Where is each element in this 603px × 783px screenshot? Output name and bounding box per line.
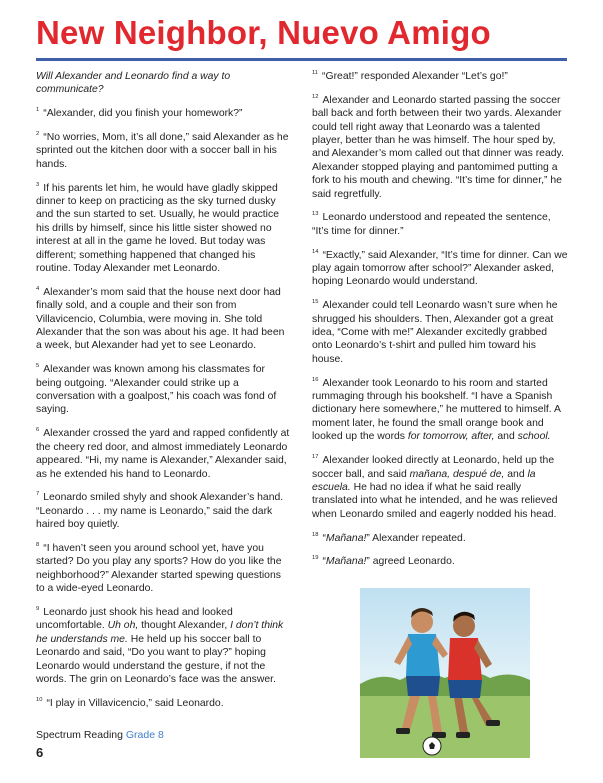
- paragraph-11: [312, 70, 568, 83]
- paragraph-text: Alexander looked directly at Leonardo, held up the soccer ball, and said: [312, 455, 555, 480]
- paragraph-text: He had no idea if what he said really translated into what he intended, and he was relieved when Leonardo smiled and eagerly nodded his head.: [312, 481, 558, 520]
- paragraph-number: 9: [36, 605, 40, 612]
- paragraph-text: “I haven’t seen you around school yet, have you started? Do you play any sports? How do you like the neighborhood?” Alexander started spewing questions to a wide-eyed Leonardo.: [36, 542, 282, 595]
- paragraph-text: “Exactly,” said Alexander, “It’s time for dinner. Can we play again tomorrow after school?” Alexander asked, hoping Leonardo would understand.: [312, 249, 568, 288]
- paragraph-text: Alexander was known among his classmates for being outgoing. “Alexander could strike up a conversation with a goalpost,” his coach was fond of saying.: [36, 364, 277, 416]
- right-column: [312, 70, 568, 579]
- paragraph-10: [36, 697, 292, 710]
- paragraph-18: [312, 532, 568, 545]
- paragraph-19: [312, 555, 568, 568]
- grade-label: Grade 8: [125, 729, 164, 741]
- paragraph-5: [36, 363, 292, 417]
- book-title: Spectrum Reading: [36, 729, 123, 741]
- italic-thought: Uh oh,: [107, 620, 139, 632]
- paragraph-text: “: [322, 556, 326, 568]
- paragraph-3: [36, 182, 292, 276]
- paragraph-text: “I play in Villavicencio,” said Leonardo.: [46, 697, 224, 709]
- italic-thought: I don’t think he understands me.: [36, 620, 284, 645]
- title-divider: [36, 58, 567, 61]
- paragraph-text: “: [322, 532, 326, 544]
- spanish-words: la escuela.: [312, 468, 536, 493]
- page-title: New Neighbor, Nuevo Amigo: [36, 14, 491, 51]
- paragraph-number: 17: [312, 454, 319, 461]
- paragraph-number: 4: [36, 285, 40, 292]
- paragraph-text: “Alexander, did you finish your homework?”: [43, 108, 243, 120]
- paragraph-number: 6: [36, 427, 40, 434]
- spanish-words: Mañana!: [325, 532, 367, 544]
- soccer-illustration: [360, 588, 530, 758]
- paragraph-text: and: [504, 468, 528, 480]
- paragraph-text: Alexander’s mom said that the house next door had finally sold, and a couple and their son from Villavicencio, Columbia, were moving in. She told Alexander that the son was about his age. It had been a week, but Alexander had yet to see Leonardo.: [36, 286, 285, 352]
- paragraph-text: Alexander took Leonardo to his room and started rummaging through his bookshelf. “I have a Spanish dictionary here somewhere,” he muttered to himself. A moment later, he found the small orange book and looked up the words: [312, 377, 561, 443]
- paragraph-1: [36, 107, 292, 120]
- paragraph-16: [312, 377, 568, 444]
- paragraph-text: “No worries, Mom, it’s all done,” said Alexander as he sprinted out the kitchen door with a soccer ball in his hands.: [36, 132, 289, 170]
- paragraph-4: [36, 286, 292, 353]
- paragraph-number: 12: [312, 93, 319, 100]
- paragraph-12: [312, 94, 568, 201]
- paragraph-number: 3: [36, 181, 40, 188]
- paragraph-number: 5: [36, 363, 40, 370]
- paragraph-number: 13: [312, 211, 319, 218]
- paragraph-number: 11: [312, 70, 319, 76]
- paragraph-number: 15: [312, 299, 319, 306]
- footer: [36, 729, 164, 742]
- paragraph-number: 2: [36, 131, 40, 137]
- paragraph-8: [36, 542, 292, 596]
- paragraph-text: Leonardo smiled shyly and shook Alexander’s hand. “Leonardo . . . my name is Leonardo,” said the dark haired boy quietly.: [36, 492, 284, 531]
- paragraph-number: 14: [312, 248, 319, 255]
- spanish-words: Mañana!: [325, 556, 367, 568]
- paragraph-6: [36, 427, 292, 481]
- paragraph-text: Alexander and Leonardo started passing the soccer ball back and forth between their two yards. Alexander could tell right away that Leonardo was a talented player, better than he was himself. The hour sped by, and Alexander’s mom called out that dinner was ready. Alexander stopped playing and pantomimed putting a fork to his mouth and chewing. “It’s time for dinner,” he said regretfully.: [312, 94, 564, 200]
- paragraph-text: Leonardo just shook his head and looked uncomfortable.: [36, 606, 233, 632]
- paragraph-text: thought Alexander,: [138, 620, 231, 632]
- guiding-question: Will Alexander and Leonardo find a way to communicate?: [36, 71, 231, 96]
- paragraph-number: 18: [312, 531, 319, 538]
- paragraph-text: “Great!” responded Alexander “Let’s go!”: [322, 71, 508, 82]
- italic-words: school.: [517, 431, 551, 443]
- paragraph-text: ” agreed Leonardo.: [366, 556, 455, 568]
- paragraph-2: [36, 131, 292, 171]
- paragraph-number: 16: [312, 376, 319, 383]
- soccer-ball-icon: [423, 737, 441, 755]
- paragraph-9: [36, 606, 292, 686]
- paragraph-number: 8: [36, 541, 40, 548]
- paragraph-number: 1: [36, 107, 40, 114]
- paragraph-text: ” Alexander repeated.: [366, 532, 466, 544]
- paragraph-17: [312, 454, 568, 521]
- grass-shape: [360, 696, 530, 758]
- italic-words: for tomorrow, after,: [407, 431, 495, 443]
- paragraph-text: If his parents let him, he would have gladly skipped dinner to keep on practicing as the sky turned dusky and the sun started to set. Usually, he would practice his drills by himself, since his little sister showed no interest at all in the game he loved. But today was different; something happened that changed his routine. Today Alexander met Leonardo.: [36, 182, 279, 275]
- paragraph-number: 19: [312, 555, 319, 562]
- paragraph-13: [312, 211, 568, 238]
- paragraph-15: [312, 299, 568, 366]
- left-column: [36, 70, 292, 721]
- paragraph-text: Leonardo understood and repeated the sentence, “It’s time for dinner.”: [312, 212, 551, 237]
- page-number: 6: [36, 745, 44, 760]
- paragraph-text: and: [494, 431, 518, 443]
- paragraph-text: He held up his soccer ball to Leonardo and said, “Do you want to play?” hoping Leonardo would understand the gesture, if not the words. The grin on Leonardo’s face was the answer.: [36, 633, 276, 685]
- paragraph-14: [312, 249, 568, 289]
- paragraph-text: Alexander crossed the yard and rapped confidently at the cheery red door, and almost immediately Leonardo appeared. “Hi, my name is Alexander,” Alexander said, as he extended his hand to Leonardo.: [36, 428, 290, 480]
- paragraph-number: 10: [36, 696, 43, 703]
- paragraph-text: Alexander could tell Leonardo wasn’t sure when he shrugged his shoulders. Then, Alexander got a great idea, “Come with me!” Alexander excitedly grabbed onto Leonardo’s t-shirt and pulled him toward his house.: [312, 300, 558, 365]
- spanish-words: mañana, despué de,: [409, 468, 505, 480]
- paragraph-number: 7: [36, 491, 40, 498]
- paragraph-7: [36, 491, 292, 531]
